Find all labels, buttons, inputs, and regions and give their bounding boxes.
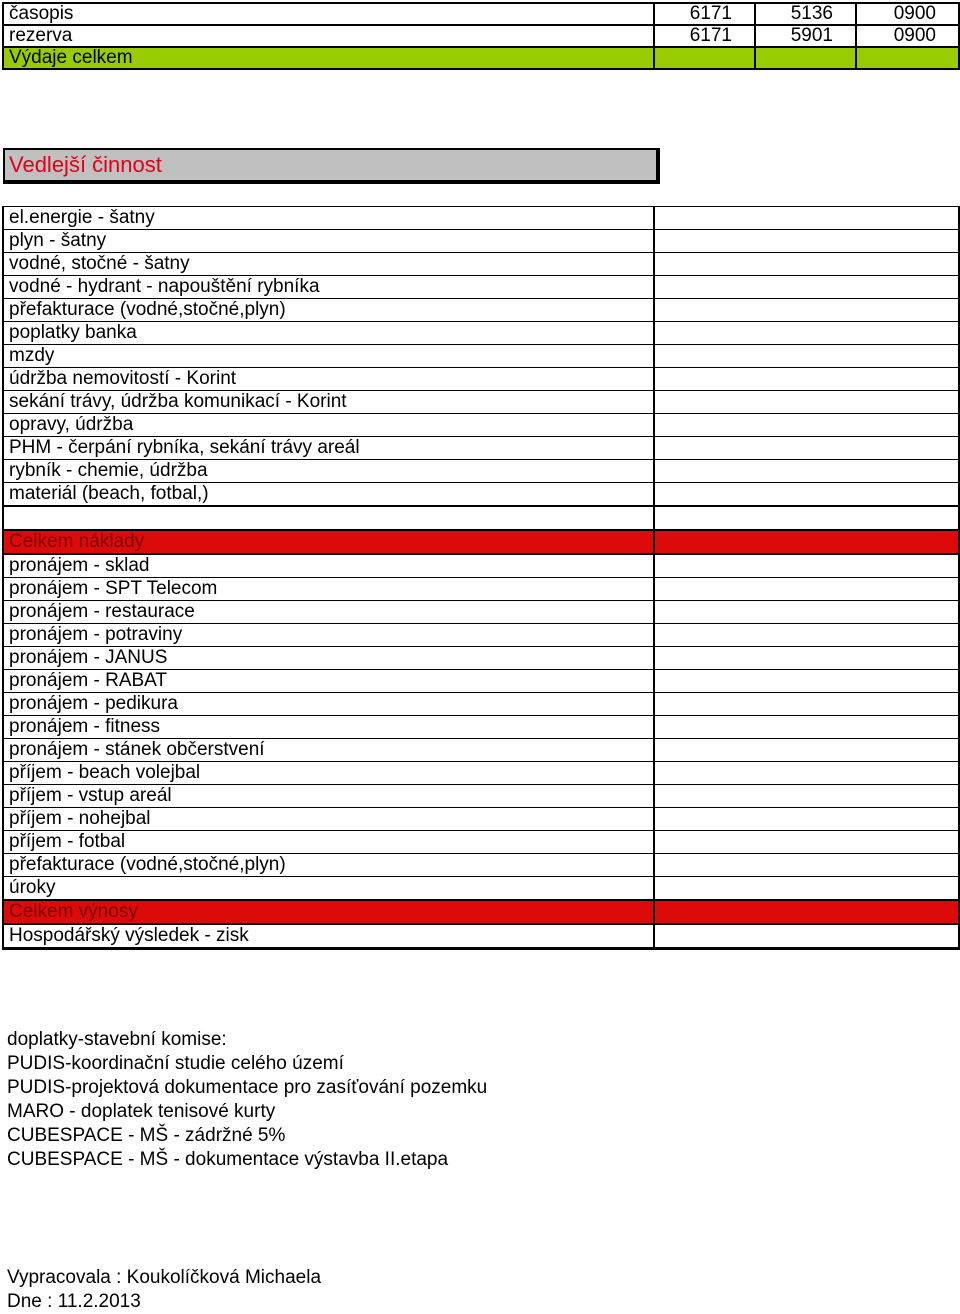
row-label: příjem - beach volejbal [3, 762, 654, 785]
row-label: rybník - chemie, údržba [3, 460, 654, 483]
row-label: opravy, údržba [3, 414, 654, 437]
table-row [3, 345, 959, 368]
cell-value [654, 924, 959, 949]
cell-value [654, 716, 959, 739]
cell-value [654, 900, 959, 924]
row-label: pronájem - potraviny [3, 624, 654, 647]
row-label: pronájem - RABAT [3, 670, 654, 693]
table-row [3, 877, 959, 901]
cell-value [755, 47, 856, 69]
cell-value [654, 368, 959, 391]
table-row [3, 554, 959, 578]
cell-value [654, 554, 959, 578]
table-row [3, 391, 959, 414]
table-row [3, 924, 959, 949]
row-label: příjem - vstup areál [3, 785, 654, 808]
cell-value: 0900 [856, 25, 959, 47]
cell-value: 6171 [654, 25, 755, 47]
row-label: materiál (beach, fotbal,) [3, 483, 654, 507]
cell-value [654, 854, 959, 877]
row-label: pronájem - fitness [3, 716, 654, 739]
table-row [3, 230, 959, 253]
cell-value: 6171 [654, 3, 755, 25]
total-row [3, 47, 959, 69]
row-label: údržba nemovitostí - Korint [3, 368, 654, 391]
table-row [3, 253, 959, 276]
date: Dne : 11.2.2013 [7, 1291, 141, 1312]
cell-value [654, 47, 755, 69]
table-row [3, 299, 959, 322]
note-item: PUDIS-koordinační studie celého území [7, 1053, 344, 1074]
row-label: vodné, stočné - šatny [3, 253, 654, 276]
cell-value [654, 437, 959, 460]
table-row [3, 3, 959, 25]
cell-value [654, 230, 959, 253]
footer [7, 1266, 321, 1314]
table-row [3, 785, 959, 808]
prepared-by: Vypracovala : Koukolíčková Michaela [7, 1267, 322, 1288]
cell-value [654, 762, 959, 785]
row-label: Celkem náklady [3, 530, 654, 554]
table-row [3, 693, 959, 716]
cell-value [654, 808, 959, 831]
cell-value: 5136 [755, 3, 856, 25]
cell-value [654, 506, 959, 530]
cell-value [654, 831, 959, 854]
row-label: pronájem - sklad [3, 554, 654, 578]
cell-value [654, 299, 959, 322]
row-label: Výdaje celkem [3, 47, 654, 69]
cell-value [654, 601, 959, 624]
row-label: plyn - šatny [3, 230, 654, 253]
notes-section [7, 1028, 487, 1172]
row-label: PHM - čerpání rybníka, sekání trávy areál [3, 437, 654, 460]
row-label: vodné - hydrant - napouštění rybníka [3, 276, 654, 299]
table-row [3, 739, 959, 762]
row-label: rezerva [3, 25, 654, 47]
table-row [3, 578, 959, 601]
row-label [3, 506, 654, 530]
row-label: poplatky banka [3, 322, 654, 345]
cell-value [654, 253, 959, 276]
cell-value [654, 391, 959, 414]
row-label: pronájem - SPT Telecom [3, 578, 654, 601]
cell-value [654, 624, 959, 647]
row-label: el.energie - šatny [3, 207, 654, 230]
note-item: PUDIS-projektová dokumentace pro zasíťování pozemku [7, 1077, 488, 1098]
table-row [3, 808, 959, 831]
row-label: pronájem - JANUS [3, 647, 654, 670]
cell-value [654, 483, 959, 507]
table-row [3, 506, 959, 530]
row-label: Celkem výnosy [3, 900, 654, 924]
cell-value [654, 670, 959, 693]
cell-value [654, 530, 959, 554]
table-row [3, 368, 959, 391]
cell-value [654, 578, 959, 601]
budget-table [2, 2, 960, 70]
cell-value [654, 460, 959, 483]
row-label: úroky [3, 877, 654, 901]
cell-value [654, 414, 959, 437]
cell-value [654, 647, 959, 670]
table-row [3, 207, 959, 230]
secondary-activity-table [2, 206, 960, 950]
note-item: CUBESPACE - MŠ - zádržné 5% [7, 1125, 286, 1146]
table-row [3, 414, 959, 437]
table-row [3, 276, 959, 299]
cell-value [654, 207, 959, 230]
row-label: pronájem - pedikura [3, 693, 654, 716]
cell-value: 5901 [755, 25, 856, 47]
table-row [3, 483, 959, 507]
cell-value [654, 276, 959, 299]
cell-value [654, 877, 959, 901]
table-row [3, 647, 959, 670]
table-row [3, 854, 959, 877]
total-row [3, 530, 959, 554]
row-label: příjem - nohejbal [3, 808, 654, 831]
row-label: Hospodářský výsledek - zisk [3, 924, 654, 949]
row-label: časopis [3, 3, 654, 25]
table-row [3, 831, 959, 854]
note-item: MARO - doplatek tenisové kurty [7, 1101, 276, 1122]
row-label: sekání trávy, údržba komunikací - Korint [3, 391, 654, 414]
cell-value [654, 322, 959, 345]
note-item: CUBESPACE - MŠ - dokumentace výstavba II.etapa [7, 1149, 449, 1170]
table-row [3, 437, 959, 460]
row-label: mzdy [3, 345, 654, 368]
table-row [3, 670, 959, 693]
row-label: pronájem - restaurace [3, 601, 654, 624]
table-row [3, 25, 959, 47]
notes-title: doplatky-stavební komise: [7, 1029, 227, 1050]
table-row [3, 460, 959, 483]
cell-value [654, 739, 959, 762]
row-label: příjem - fotbal [3, 831, 654, 854]
row-label: pronájem - stánek občerstvení [3, 739, 654, 762]
cell-value [654, 785, 959, 808]
row-label: přefakturace (vodné,stočné,plyn) [3, 854, 654, 877]
cell-value [654, 693, 959, 716]
row-label: přefakturace (vodné,stočné,plyn) [3, 299, 654, 322]
total-row [3, 900, 959, 924]
table-row [3, 624, 959, 647]
cell-value: 0900 [856, 3, 959, 25]
table-row [3, 716, 959, 739]
section-title: Vedlejší činnost [3, 148, 660, 184]
table-row [3, 601, 959, 624]
cell-value [654, 345, 959, 368]
cell-value [856, 47, 959, 69]
table-row [3, 762, 959, 785]
table-row [3, 322, 959, 345]
